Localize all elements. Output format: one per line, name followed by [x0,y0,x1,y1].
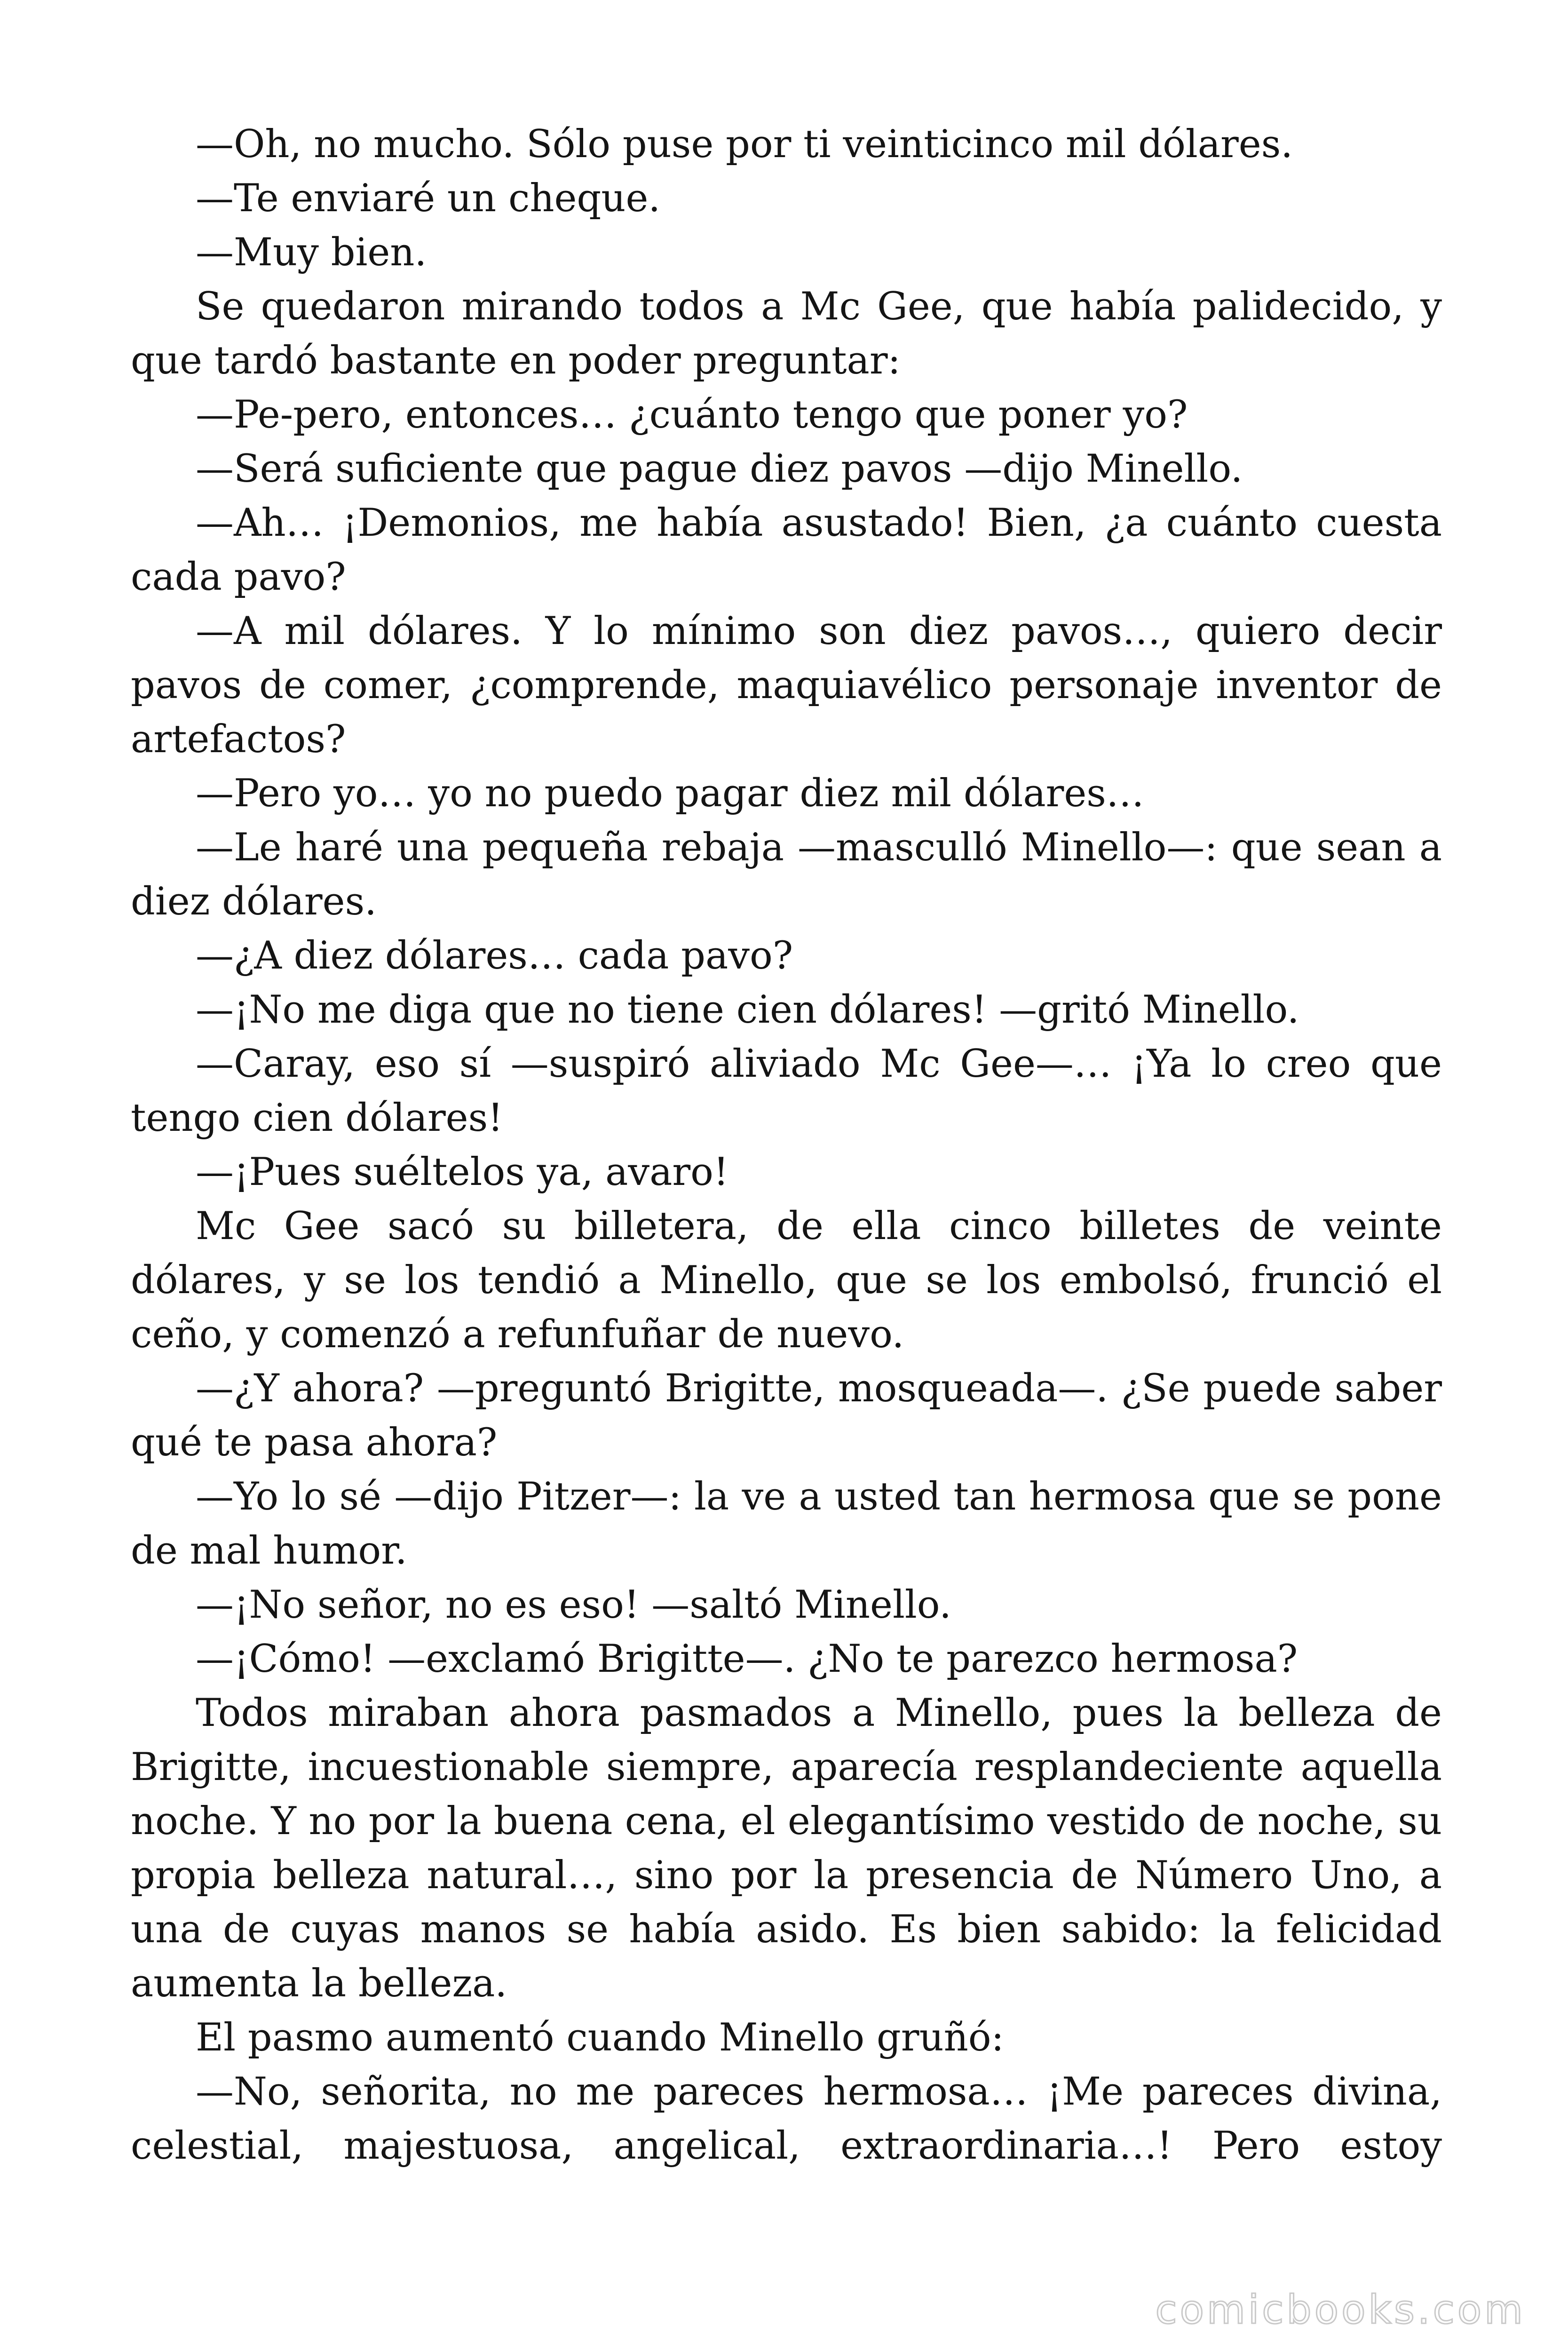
page-body [131,118,1442,2173]
paragraph: —Muy bien. [196,230,427,275]
paragraph: —¡No señor, no es eso! —saltó Minello. [196,1583,951,1627]
paragraph: Se quedaron mirando todos a Mc Gee, que había palidecido, y que tardó bastante en poder preguntar: [131,285,1442,383]
paragraph: —Le haré una pequeña rebaja —masculló Minello—: que sean a diez dólares. [131,826,1442,924]
paragraph: —Yo lo sé —dijo Pitzer—: la ve a usted tan hermosa que se pone de mal humor. [131,1475,1442,1573]
paragraph: —¿A diez dólares… cada pavo? [196,934,793,978]
paragraph: —Ah… ¡Demonios, me había asustado! Bien, ¿a cuánto cuesta cada pavo? [131,501,1442,599]
paragraph: —A mil dólares. Y lo mínimo son diez pavos…, quiero decir pavos de comer, ¿comprende, maquiavélico personaje inventor de artefactos? [131,609,1442,762]
paragraph: —¡Pues suéltelos ya, avaro! [196,1150,729,1194]
paragraph: —¡No me diga que no tiene cien dólares! —gritó Minello. [196,988,1299,1032]
paragraph: —¿Y ahora? —preguntó Brigitte, mosqueada—. ¿Se puede saber qué te pasa ahora? [131,1367,1442,1465]
watermark-logo: comicbooks.com [1155,2287,1526,2333]
paragraph: —Pe-pero, entonces… ¿cuánto tengo que poner yo? [196,393,1188,437]
paragraph: —Oh, no mucho. Sólo puse por ti veinticinco mil dólares. [196,122,1293,167]
paragraph: —¡Cómo! —exclamó Brigitte—. ¿No te parezco hermosa? [196,1637,1298,1681]
paragraph: Todos miraban ahora pasmados a Minello, pues la belleza de Brigitte, incuestionable siempre, aparecía resplandeciente aquella noche. Y no por la buena cena, el elegantísimo vestido de noche, su propia belleza natural…, sino por la presencia de Número Uno, a una de cuyas manos se había asido. Es bien sabido: la felicidad aumenta la belleza. [131,1691,1442,2006]
paragraph: —Te enviaré un cheque. [196,176,661,221]
paragraph: —Caray, eso sí —suspiró aliviado Mc Gee—… ¡Ya lo creo que tengo cien dólares! [131,1042,1442,1140]
paragraph: Mc Gee sacó su billetera, de ella cinco billetes de veinte dólares, y se los tendió a Minello, que se los embolsó, frunció el ceño, y comenzó a refunfuñar de nuevo. [131,1204,1442,1357]
paragraph-continued: —No, señorita, no me pareces hermosa… ¡Me pareces divina, celestial, majestuosa, angelical, extraordinaria…! Pero estoy [131,2070,1442,2168]
paragraph: El pasmo aumentó cuando Minello gruñó: [196,2016,1004,2060]
paragraph: —Será suficiente que pague diez pavos —dijo Minello. [196,447,1243,491]
paragraph: —Pero yo… yo no puedo pagar diez mil dólares… [196,771,1144,816]
